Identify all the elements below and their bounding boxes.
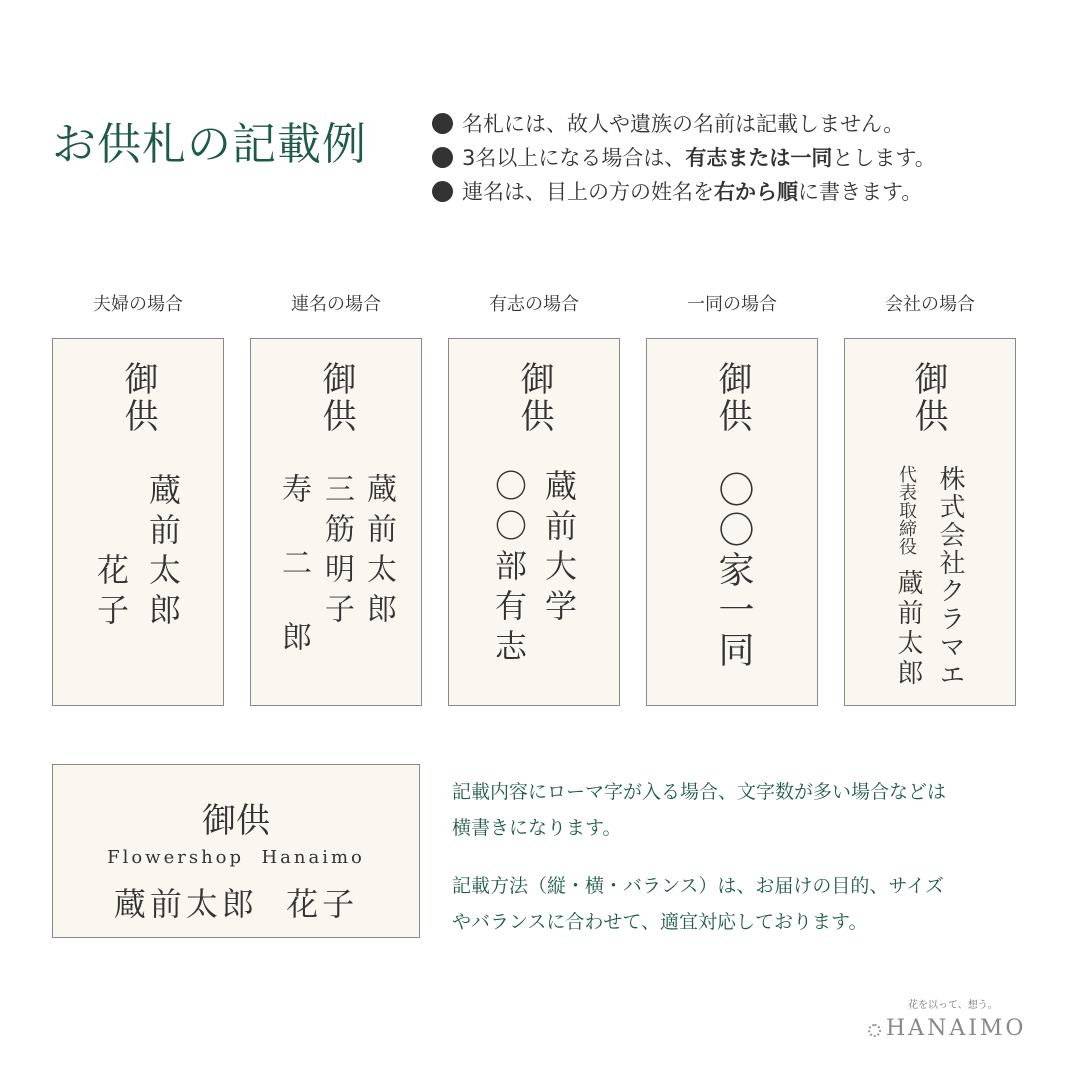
card-title: 代表取締役 bbox=[896, 465, 917, 555]
card-name-column: 〇〇家一同 bbox=[713, 471, 754, 671]
note-item bbox=[432, 174, 936, 208]
note-text: 名札には、故人や遺族の名前は記載しません。 bbox=[462, 112, 905, 136]
notes-list bbox=[432, 106, 936, 208]
bullet-icon bbox=[432, 113, 453, 134]
card-name-column: 蔵前太郎 bbox=[361, 473, 396, 633]
note-text: に書きます。 bbox=[798, 180, 923, 204]
card-name-column: 〇〇部有志 bbox=[490, 469, 528, 669]
note-text: 3名以上になる場合は、 bbox=[462, 146, 686, 170]
name-card-couple bbox=[52, 338, 224, 706]
note-item bbox=[432, 140, 936, 174]
name-card-family bbox=[646, 338, 818, 706]
page-title: お供札の記載例 bbox=[52, 119, 367, 170]
card-label-volunteers: 有志の場合 bbox=[489, 294, 579, 315]
note-text: とします。 bbox=[832, 146, 936, 170]
card-name-column: 寿二郎 bbox=[276, 473, 311, 695]
logo-tagline: 花を以って、想う。 bbox=[908, 1000, 998, 1011]
card-label-company: 会社の場合 bbox=[885, 294, 975, 315]
bullet-icon bbox=[432, 147, 453, 168]
note-emphasis: 有志または一同 bbox=[685, 146, 833, 170]
description-line: やバランスに合わせて、適宜対応しております。 bbox=[452, 911, 868, 933]
description-line: 横書きになります。 bbox=[452, 817, 622, 839]
card-label-couple: 夫婦の場合 bbox=[93, 294, 183, 315]
card-heading: 御供 bbox=[316, 361, 356, 435]
card-company-name: 株式会社クラマエ bbox=[935, 465, 965, 689]
logo-wordmark: HANAIMO bbox=[886, 1016, 1027, 1041]
card-name-column: 花子 bbox=[92, 553, 130, 633]
shop-name: Flowershop Hanaimo bbox=[107, 847, 365, 868]
card-heading: 御供 bbox=[118, 361, 158, 435]
card-heading: 御供 bbox=[514, 361, 554, 435]
flower-icon bbox=[868, 1024, 881, 1037]
card-name-column: 蔵前太郎 bbox=[144, 473, 182, 633]
card-heading: 御供 bbox=[202, 801, 270, 841]
description-line: 記載方法（縦・横・バランス）は、お届けの目的、サイズ bbox=[452, 875, 944, 897]
name-card-company bbox=[844, 338, 1016, 706]
horizontal-name-card bbox=[52, 764, 420, 938]
card-heading: 御供 bbox=[712, 361, 752, 435]
card-name-column: 蔵前大学 bbox=[540, 469, 578, 629]
name-card-joint bbox=[250, 338, 422, 706]
card-heading: 御供 bbox=[908, 361, 948, 435]
card-name-column: 蔵前太郎 bbox=[893, 569, 923, 689]
card-name-column: 三筋明子 bbox=[319, 473, 354, 633]
card-label-family: 一同の場合 bbox=[687, 294, 777, 315]
bullet-icon bbox=[432, 181, 453, 202]
card-label-joint: 連名の場合 bbox=[291, 294, 381, 315]
card-name: 蔵前太郎 花子 bbox=[113, 885, 359, 923]
note-text: 連名は、目上の方の姓名を bbox=[462, 180, 714, 204]
note-item bbox=[432, 106, 936, 140]
name-card-volunteers bbox=[448, 338, 620, 706]
note-emphasis: 右から順 bbox=[714, 180, 798, 204]
description-line: 記載内容にローマ字が入る場合、文字数が多い場合などは bbox=[452, 781, 947, 803]
